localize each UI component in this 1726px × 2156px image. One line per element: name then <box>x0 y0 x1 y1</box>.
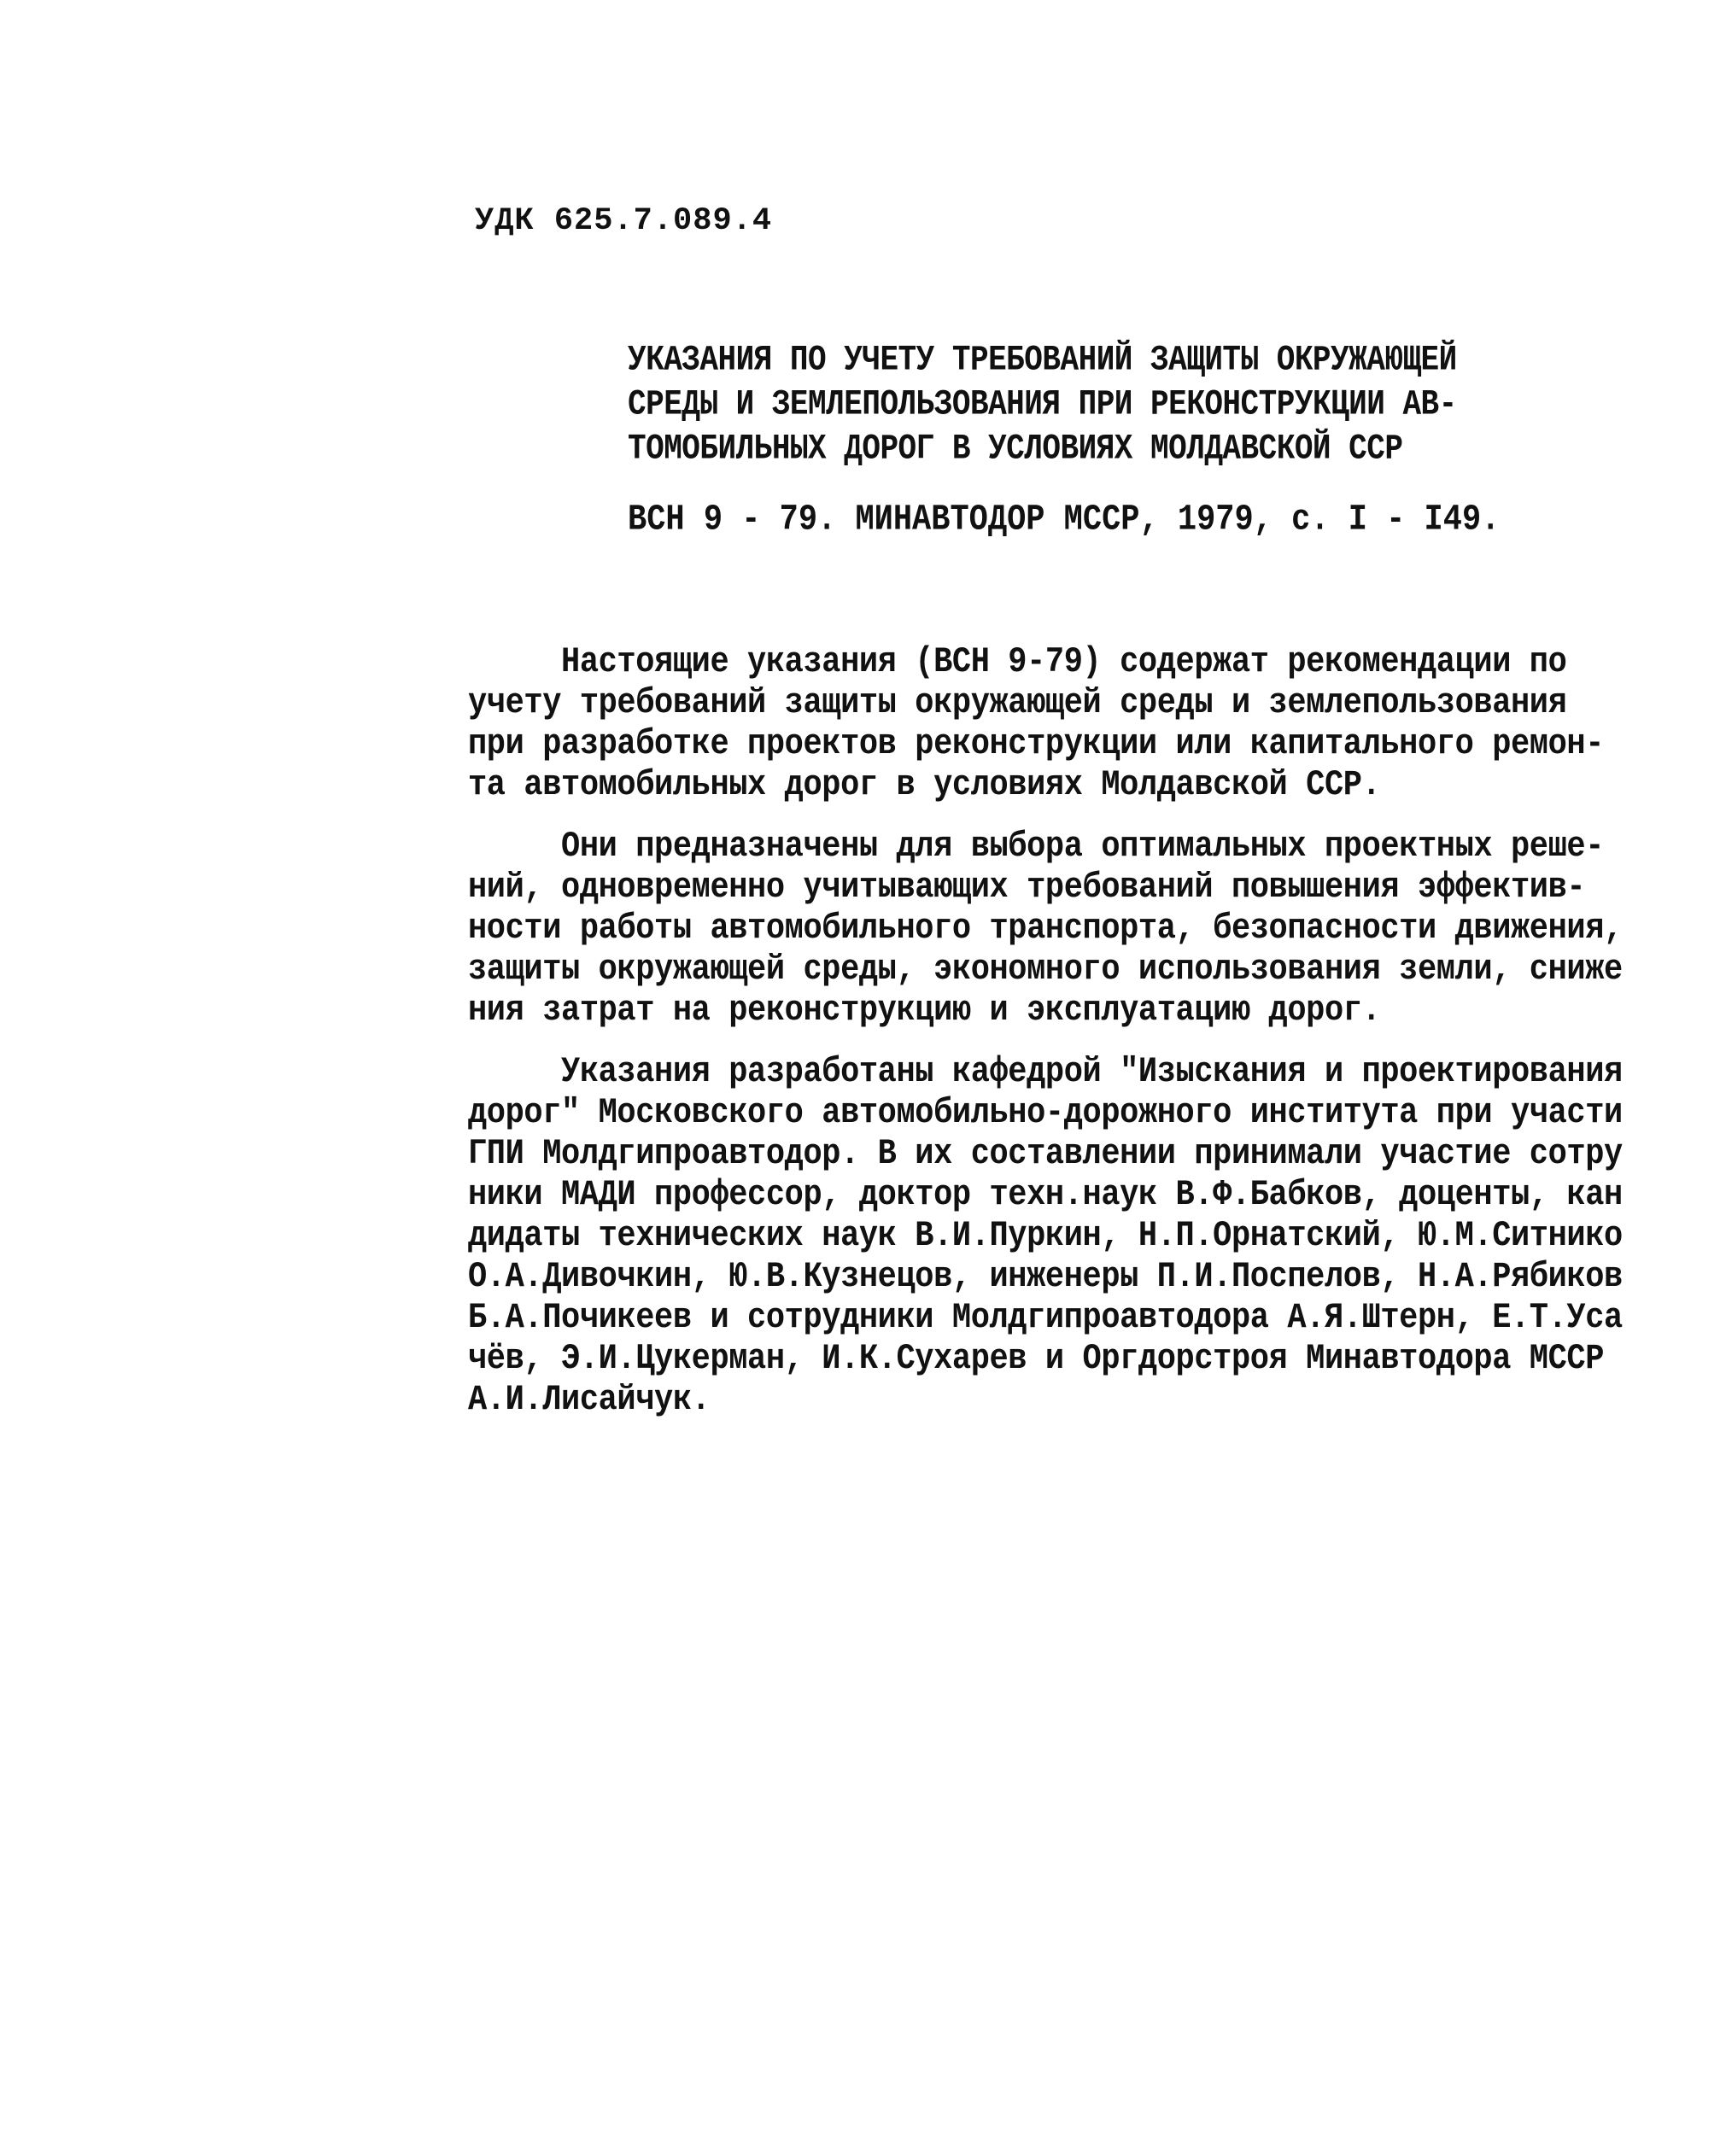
abstract-body <box>468 642 1623 1441</box>
text-line: дорог" Московского автомобильно-дорожного института при участи <box>468 1093 1623 1134</box>
text-line: ности работы автомобильного транспорта, безопасности движения, <box>468 909 1623 949</box>
text-line: Настоящие указания (ВСН 9-79) содержат рекомендации по <box>468 642 1567 683</box>
text-line: та автомобильных дорог в условиях Молдавской ССР. <box>468 765 1381 806</box>
text-line: учету требований защиты окружающей среды и землепользования <box>468 683 1567 724</box>
title-line: СРЕДЫ И ЗЕМЛЕПОЛЬЗОВАНИЯ ПРИ РЕКОНСТРУКЦИИ АВ- <box>628 383 1457 424</box>
paragraph <box>468 827 1623 1031</box>
document-title-block <box>628 338 1501 541</box>
paragraph <box>468 1052 1623 1421</box>
bibliographic-reference: ВСН 9 - 79. МИНАВТОДОР МССР, 1979, с. I - I49. <box>628 499 1501 541</box>
text-line: Они предназначены для выбора оптимальных проектных реше- <box>468 827 1605 868</box>
text-line: ники МАДИ профессор, доктор техн.наук В.Ф.Бабков, доценты, кан <box>468 1175 1623 1216</box>
udc-code: УДК 625.7.089.4 <box>475 203 773 239</box>
text-line: Б.А.Почикеев и сотрудники Молдгипроавтодора А.Я.Штерн, Е.Т.Уса <box>468 1298 1623 1339</box>
text-line: защиты окружающей среды, экономного использования земли, сниже <box>468 949 1623 990</box>
text-line: ний, одновременно учитывающих требований повышения эффектив- <box>468 868 1586 909</box>
text-line: ния затрат на реконструкцию и эксплуатацию дорог. <box>468 990 1381 1031</box>
text-line: Указания разработаны кафедрой "Изыскания и проектирования <box>468 1052 1623 1093</box>
title-line: УКАЗАНИЯ ПО УЧЕТУ ТРЕБОВАНИЙ ЗАЩИТЫ ОКРУЖАЮЩЕЙ <box>628 339 1457 380</box>
text-line: чёв, Э.И.Цукерман, И.К.Сухарев и Оргдорстроя Минавтодора МССР <box>468 1339 1605 1380</box>
text-line: ГПИ Молдгипроавтодор. В их составлении принимали участие сотру <box>468 1134 1623 1175</box>
text-line: при разработке проектов реконструкции или капитального ремон- <box>468 724 1605 765</box>
title-line: ТОМОБИЛЬНЫХ ДОРОГ В УСЛОВИЯХ МОЛДАВСКОЙ ССР <box>628 428 1403 469</box>
text-line: дидаты технических наук В.И.Пуркин, Н.П.Орнатский, Ю.М.Ситнико <box>468 1216 1623 1257</box>
paragraph <box>468 642 1605 806</box>
text-line: А.И.Лисайчук. <box>468 1380 711 1421</box>
text-line: О.А.Дивочкин, Ю.В.Кузнецов, инженеры П.И.Поспелов, Н.А.Рябиков <box>468 1257 1623 1298</box>
